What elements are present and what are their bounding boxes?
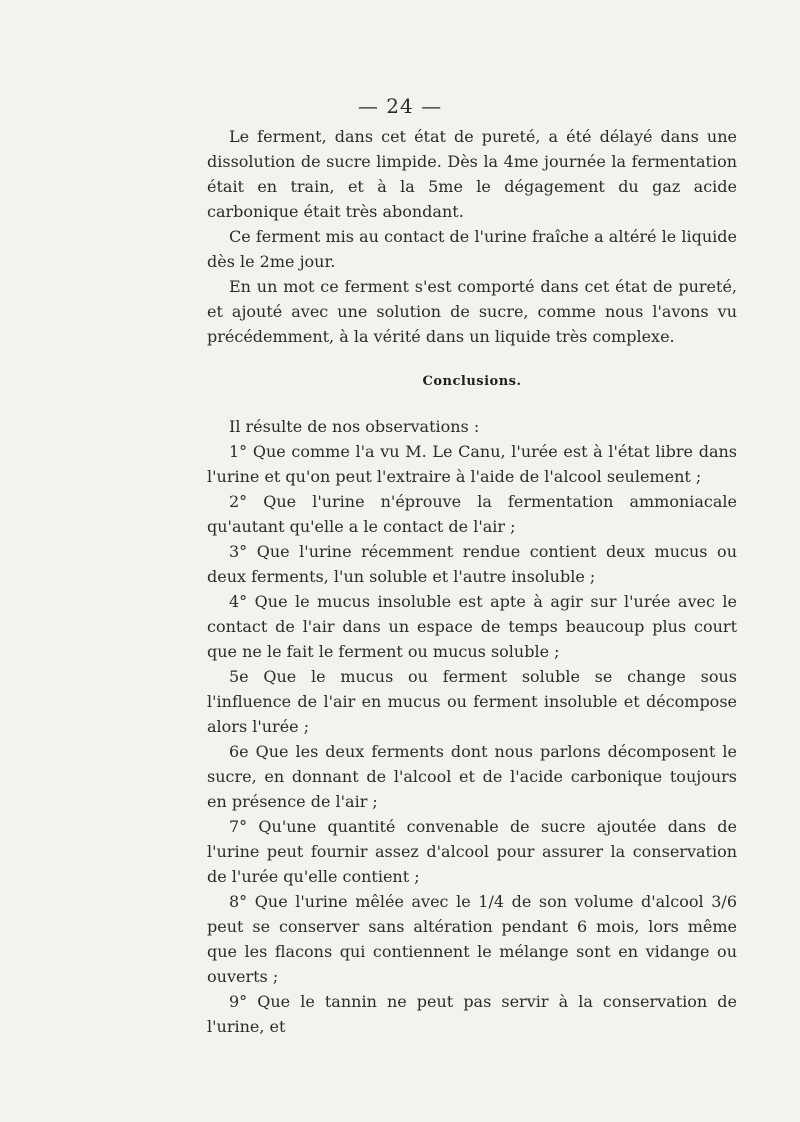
conclusion-item-9: 9° Que le tannin ne peut pas servir à la conservation de l'urine, et [207,992,737,1036]
conclusion-item-7: 7° Qu'une quantité convenable de sucre ajoutée dans de l'urine peut fournir assez d'alcool pour assurer la conservation de l'urée qu'elle contient ; [207,817,737,886]
paragraph-en-un-mot: En un mot ce ferment s'est comporté dans cet état de pureté, et ajouté avec une solution de sucre, comme nous l'avons vu précédemment, à la vérité dans un liquide très complexe. [207,277,737,346]
conclusion-item-2: 2° Que l'urine n'éprouve la fermentation ammoniacale qu'autant qu'elle a le contact de l'air ; [207,492,737,536]
conclusion-item-1: 1° Que comme l'a vu M. Le Canu, l'urée est à l'état libre dans l'urine et qu'on peut l'extraire à l'aide de l'alcool seulement ; [207,442,737,486]
section-heading-conclusions: Conclusions. [422,374,522,389]
conclusion-item-6: 6e Que les deux ferments dont nous parlons décomposent le sucre, en donnant de l'alcool et de l'acide carbonique toujours en présence de l'air ; [207,742,737,811]
paragraph-ferment-purete: Le ferment, dans cet état de pureté, a été délayé dans une dissolution de sucre limpide. Dès la 4me journée la fermentation était en train, et à la 5me le dégagement du gaz acide carbonique était très abondant. [207,127,737,221]
conclusions-intro: Il résulte de nos observations : [229,417,480,436]
page-number: — 24 — [357,94,443,118]
paragraph-contact-urine: Ce ferment mis au contact de l'urine fraîche a altéré le liquide dès le 2me jour. [207,227,737,271]
conclusion-item-5: 5e Que le mucus ou ferment soluble se change sous l'influence de l'air en mucus ou ferment insoluble et décompose alors l'urée ; [207,667,737,736]
conclusion-item-8: 8° Que l'urine mêlée avec le 1/4 de son volume d'alcool 3/6 peut se conserver sans altération pendant 6 mois, lors même que les flacons qui contiennent le mélange sont en vidange ou ouverts ; [207,892,737,986]
conclusion-item-3: 3° Que l'urine récemment rendue contient deux mucus ou deux ferments, l'un soluble et l'autre insoluble ; [207,542,737,586]
conclusion-item-4: 4° Que le mucus insoluble est apte à agir sur l'urée avec le contact de l'air dans un espace de temps beaucoup plus court que ne le fait le ferment ou mucus soluble ; [207,592,737,661]
body-text [207,124,737,1039]
